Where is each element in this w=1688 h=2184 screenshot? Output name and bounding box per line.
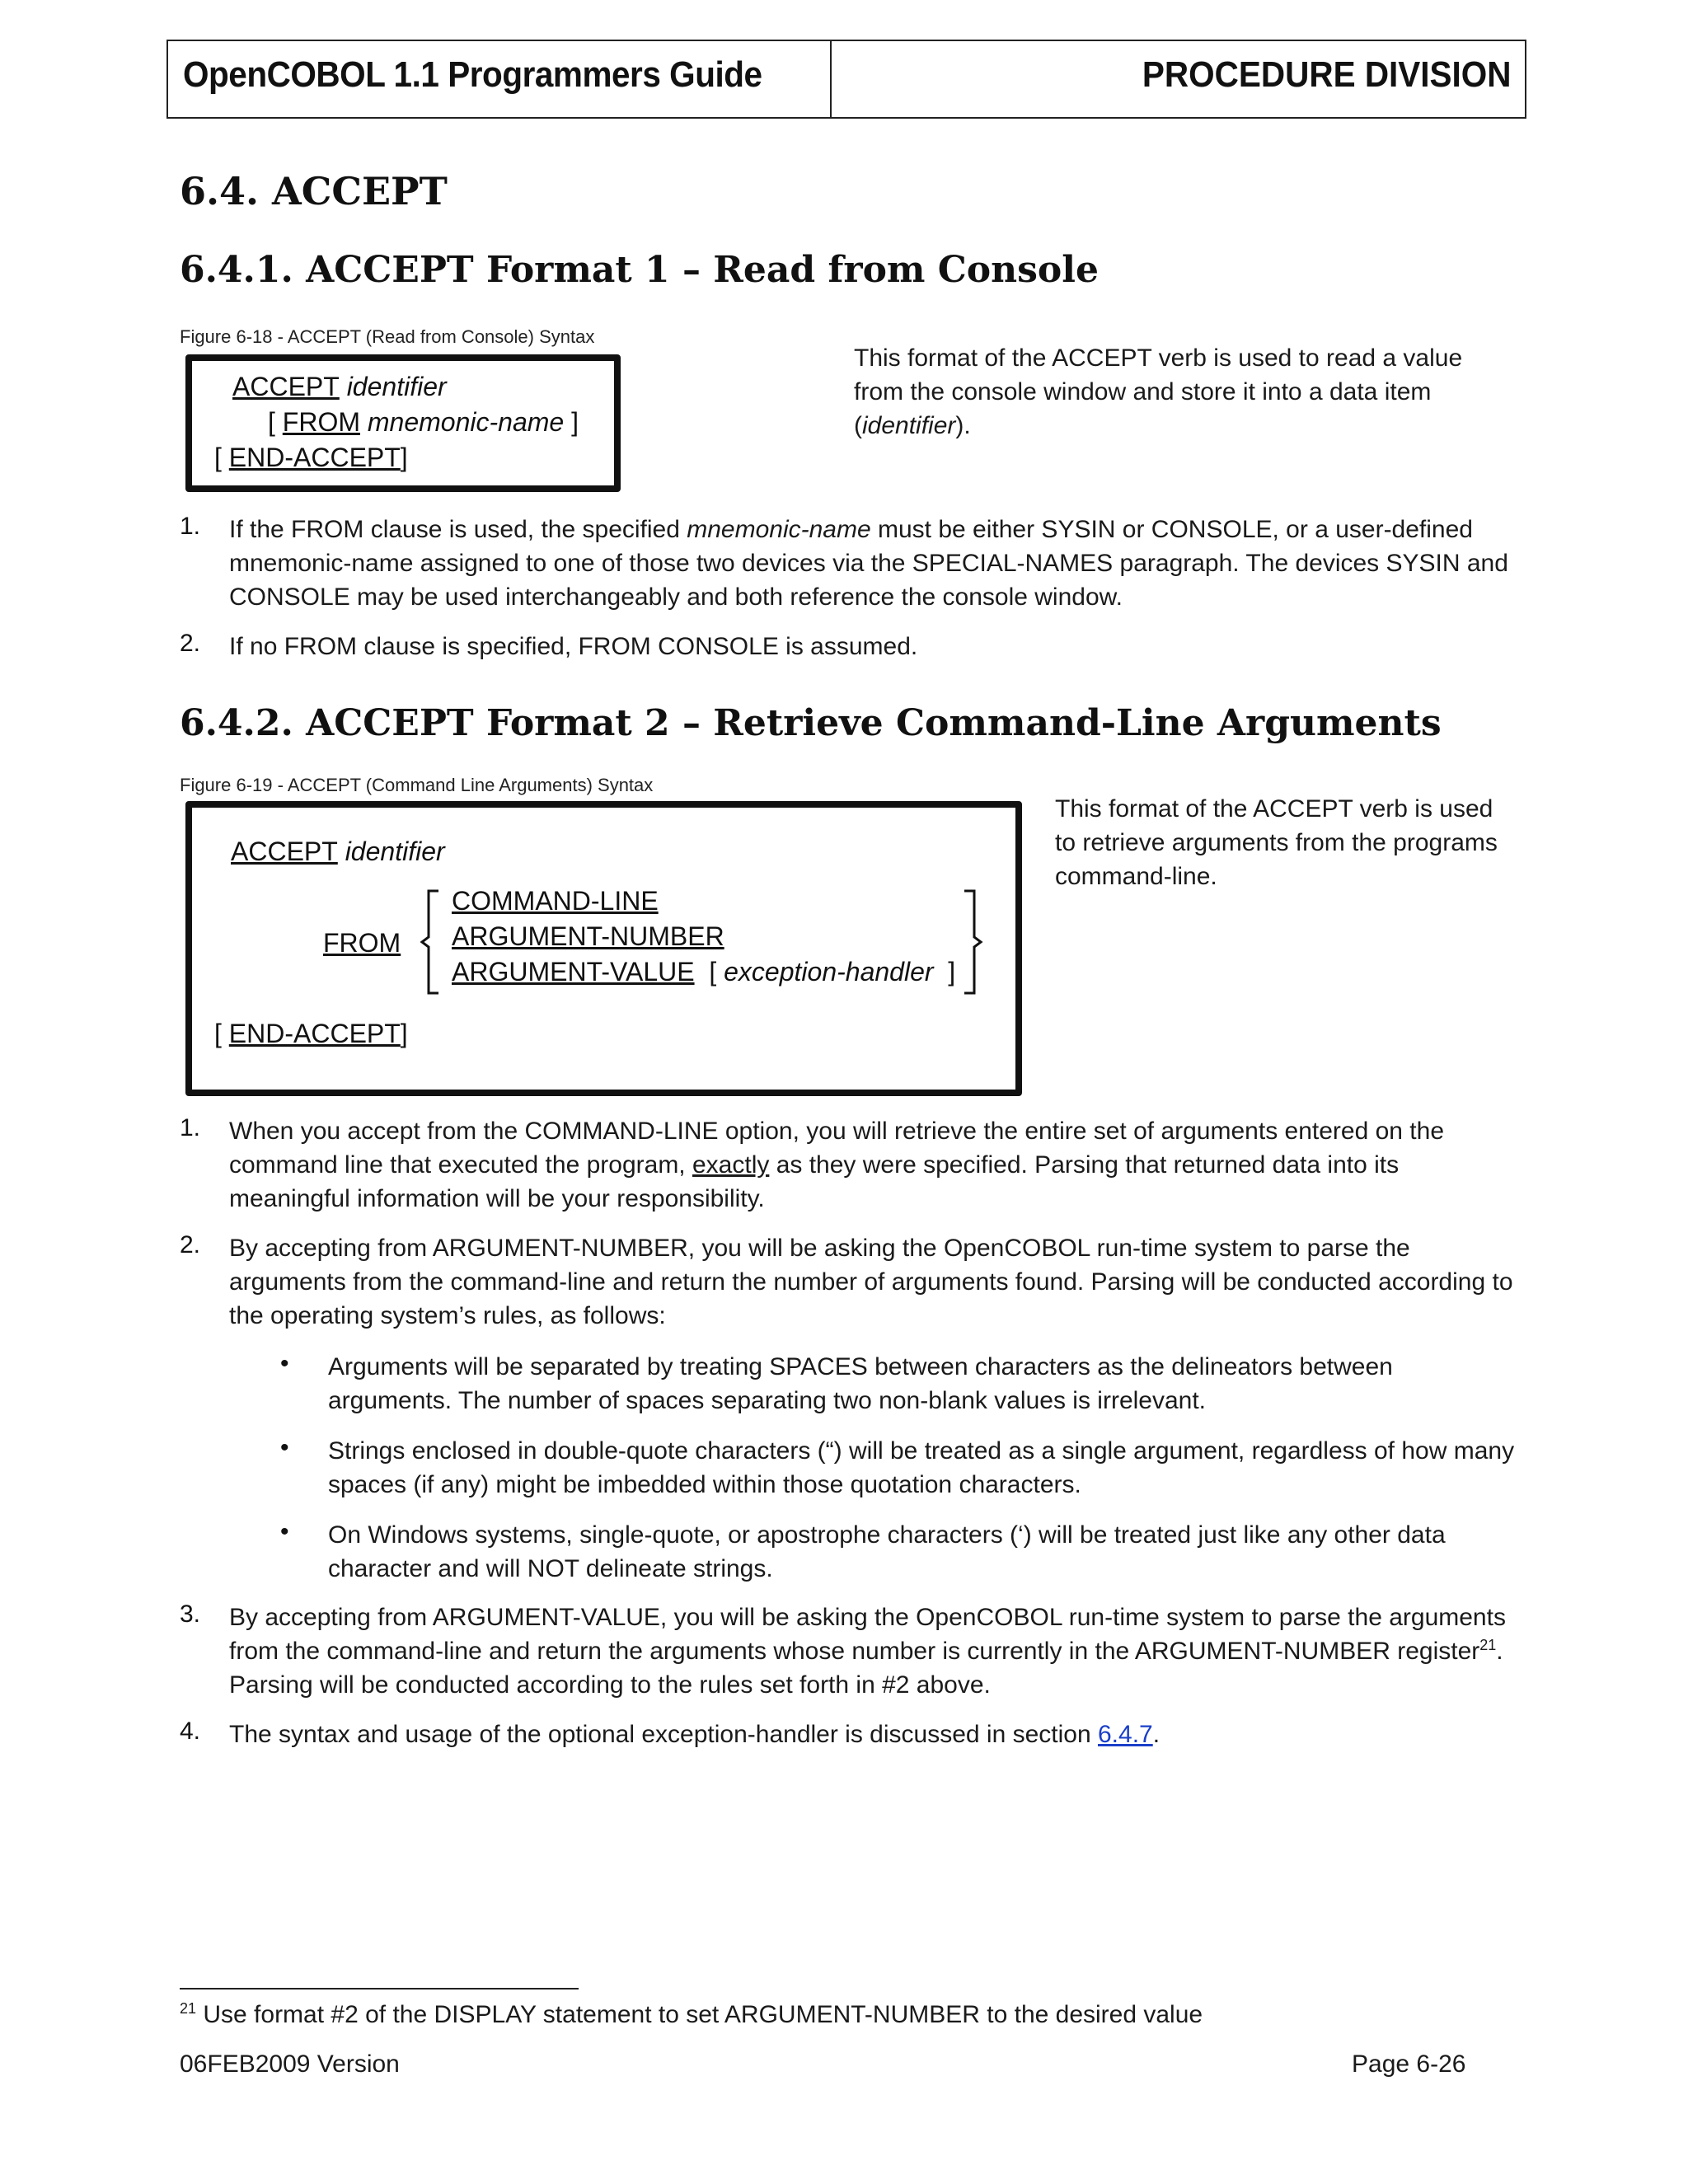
keyword-from: FROM (323, 928, 401, 958)
bullet-icon: • (280, 1518, 289, 1545)
close-bracket: ] (400, 443, 408, 472)
format2-heading: 6.4.2. ACCEPT Format 2 – Retrieve Command-Line Arguments (180, 702, 1442, 744)
syntax-line-from (268, 407, 579, 438)
section-link-6-4-7[interactable]: 6.4.7 (1097, 1721, 1153, 1748)
footer-version: 06FEB2009 Version (180, 2050, 400, 2078)
format1-item-2: If no FROM clause is specified, FROM CONSOLE is assumed. (229, 633, 918, 660)
open-bracket: [ (214, 443, 222, 472)
header-guide-title: OpenCOBOL 1.1 Programmers Guide (183, 54, 762, 95)
footer-page-number: Page 6-26 (1352, 2050, 1466, 2078)
option-command-line: COMMAND-LINE (452, 886, 659, 916)
list-number: 1. (180, 1114, 201, 1141)
figure-caption-6-19: Figure 6-19 - ACCEPT (Command Line Arguments) Syntax (180, 775, 654, 795)
option-argument-value: ARGUMENT-VALUE [ exception-handler ] (452, 957, 956, 987)
open-bracket: [ (214, 1019, 222, 1048)
format2-item-3: By accepting from ARGUMENT-VALUE, you will be asking the OpenCOBOL run-time system to parse the arguments from the command-line and return the arguments whose number is currently in the ARGUMENT-NUMBER register$^{21}$. Parsing will be conducted according to the rules set forth in #2 above. (229, 1604, 1506, 1699)
figure-caption-6-18: Figure 6-18 - ACCEPT (Read from Console) Syntax (180, 326, 595, 347)
keyword-accept: ACCEPT (232, 372, 340, 401)
format2-description: This format of the ACCEPT verb is used to retrieve arguments from the programs command-line. (1055, 795, 1498, 890)
header-division-title: PROCEDURE DIVISION (1142, 54, 1512, 95)
list-number: 2. (180, 1231, 201, 1258)
syntax-line-accept (232, 372, 447, 402)
footnote-ref[interactable]: 21 (1479, 1637, 1497, 1653)
format2-item-2: By accepting from ARGUMENT-NUMBER, you will be asking the OpenCOBOL run-time system to parse the arguments from the command-line and return the number of arguments found. Parsing will be conducted according to the operating system’s rules, as follows: (229, 1235, 1513, 1329)
close-bracket: ] (948, 957, 956, 987)
format2-item-4: The syntax and usage of the optional exception-handler is discussed in section 6.4.7. (229, 1721, 1160, 1748)
open-bracket: [ (268, 407, 275, 437)
syntax-identifier: identifier (346, 372, 447, 401)
format1-description: This format of the ACCEPT verb is used to read a value from the console window and store it into a data item (identifier). (854, 344, 1463, 439)
format1-item-1: If the FROM clause is used, the specified mnemonic-name must be either SYSIN or CONSOLE, or a user-defined mnemonic-name assigned to one of those two devices via the SPECIAL-NAMES paragraph. The devices SYSIN and CONSOLE may be used interchangeably and both reference the console window. (229, 516, 1508, 611)
list-number: 4. (180, 1718, 201, 1745)
list-number: 1. (180, 513, 201, 540)
keyword-end-accept: END-ACCEPT (228, 443, 401, 472)
open-bracket: [ (709, 957, 717, 987)
header-divider (830, 40, 832, 119)
format1-heading: 6.4.1. ACCEPT Format 1 – Read from Console (180, 249, 1099, 291)
bullet-double-quote: Strings enclosed in double-quote characters (“) will be treated as a single argument, regardless of how many spaces (if any) might be imbedded within those quotation characters. (328, 1437, 1515, 1498)
syntax2-line-end-accept (214, 1019, 408, 1049)
left-brace (422, 891, 438, 993)
format2-item-1: When you accept from the COMMAND-LINE option, you will retrieve the entire set of arguments entered on the command line that executed the program, exactly as they were specified. Parsing that returned data into its meaningful information will be your responsibility. (229, 1118, 1445, 1212)
syntax-exception-handler: exception-handler (724, 957, 934, 987)
bullet-icon: • (280, 1350, 289, 1377)
footnote-divider (180, 1988, 579, 1990)
bullet-icon: • (280, 1434, 289, 1461)
option-argument-number: ARGUMENT-NUMBER (452, 921, 724, 951)
bullet-single-quote: On Windows systems, single-quote, or apostrophe characters (‘) will be treated just like any other data character and will NOT delineate strings. (328, 1521, 1446, 1582)
bullet-spaces-delimit: Arguments will be separated by treating SPACES between characters as the delineators between arguments. The number of spaces separating two non-blank values is irrelevant. (328, 1353, 1393, 1414)
keyword-from: FROM (282, 407, 360, 437)
list-number: 3. (180, 1601, 201, 1628)
syntax-line-end-accept (214, 443, 408, 473)
footnote-21: $^{21}$ Use format #2 of the DISPLAY statement to set ARGUMENT-NUMBER to the desired value (180, 2000, 1203, 2028)
list-number: 2. (180, 630, 201, 657)
syntax2-line-accept (231, 837, 445, 867)
syntax-identifier: identifier (345, 837, 445, 866)
close-bracket: ] (571, 407, 579, 437)
keyword-accept: ACCEPT (231, 837, 338, 866)
syntax-mnemonic-name: mnemonic-name (367, 407, 565, 437)
keyword-end-accept: END-ACCEPT (228, 1019, 401, 1048)
close-bracket: ] (400, 1019, 408, 1048)
right-brace (964, 891, 981, 993)
section-heading-accept: 6.4. ACCEPT (180, 169, 448, 213)
